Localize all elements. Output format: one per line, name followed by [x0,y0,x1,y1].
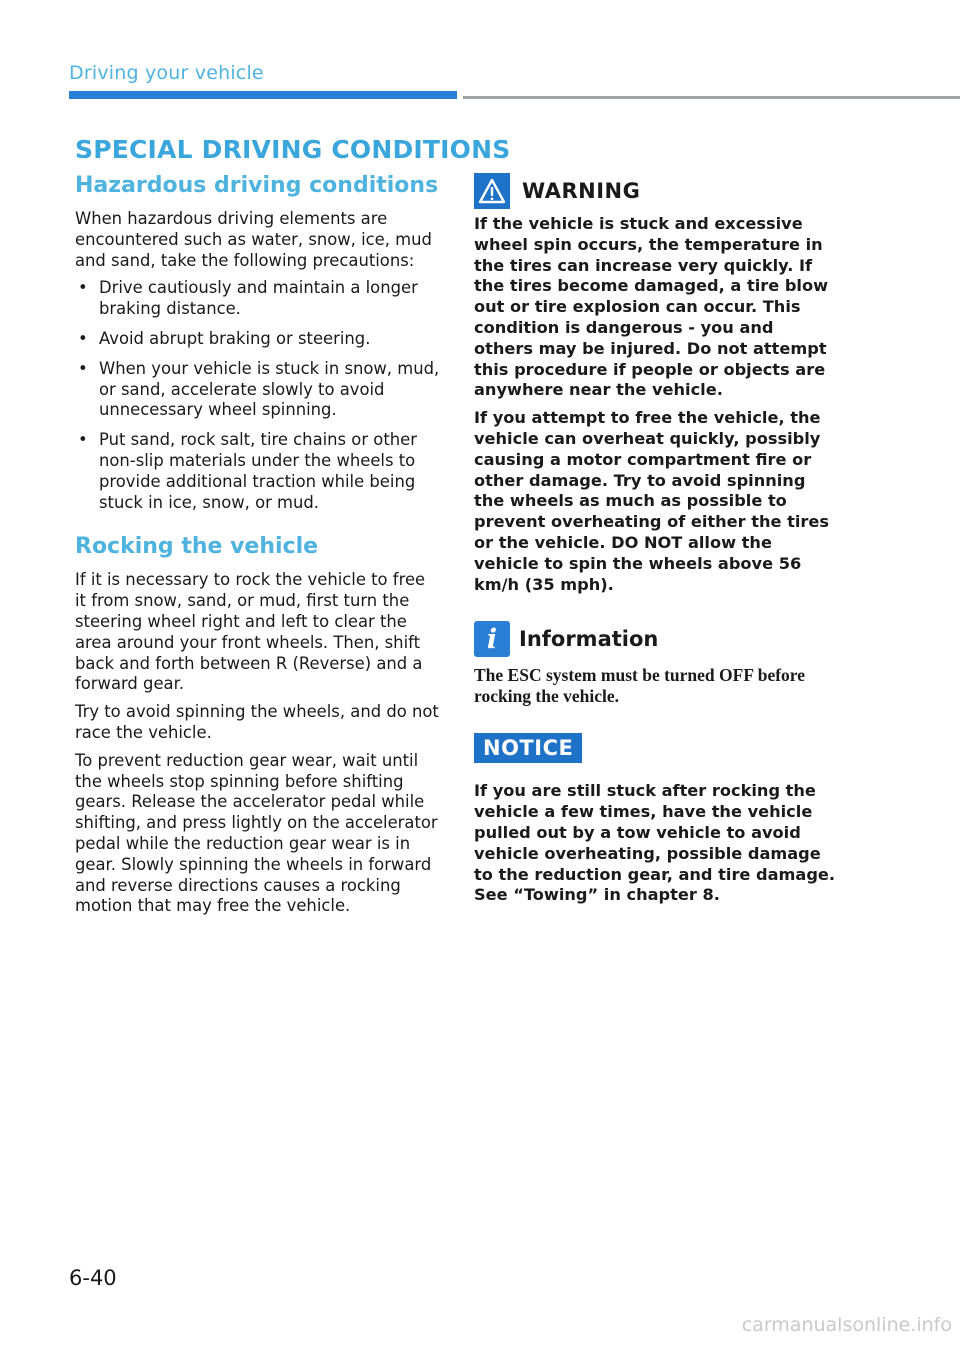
list-item: • Put sand, rock salt, tire chains or other non-slip materials under the wheels to provide additional traction while being stuck in ice, snow, or mud. [78,430,417,512]
header-title: Driving your vehicle [69,62,264,84]
section-title: SPECIAL DRIVING CONDITIONS [75,135,511,164]
header-rule-gray [463,96,960,99]
list-item: • Avoid abrupt braking or steering. [78,328,371,348]
information-text: The ESC system must be turned OFF before rocking the vehicle. [474,665,806,707]
hazardous-bullet-list [75,278,440,513]
information-label: Information [519,627,659,652]
rocking-paragraph: Try to avoid spinning the wheels, and do not race the vehicle. [75,702,439,742]
list-item: • When your vehicle is stuck in snow, mud, or sand, accelerate slowly to avoid unnecessary wheel spinning. [78,358,440,420]
hazardous-heading: Hazardous driving conditions [75,173,439,198]
notice-text: If you are still stuck after rocking the vehicle a few times, have the vehicle pulled out by a tow vehicle to avoid vehicle overheating, possible damage to the reduction gear, and tire damage. See “Towing” in chapter 8. [474,781,836,905]
rocking-paragraph: If it is necessary to rock the vehicle to free it from snow, sand, or mud, first turn the steering wheel right and left to clear the area around your front wheels. Then, shift back and forth between R (Reverse) and a forward gear. [75,570,426,694]
hazardous-intro: When hazardous driving elements are encountered such as water, snow, ice, mud and sand, take the following precautions: [75,209,432,270]
warning-paragraph: If the vehicle is stuck and excessive wheel spin occurs, the temperature in the tires can increase very quickly. If the tires become damaged, a tire blow out or tire explosion can occur. This condition is dangerous - you and others may be injured. Do not attempt this procedure if people or objects are anywhere near the vehicle. [474,214,829,400]
left-column [75,170,440,924]
warning-paragraph: If you attempt to free the vehicle, the vehicle can overheat quickly, possibly causing a motor compartment fire or other damage. Try to avoid spinning the wheels as much as possible to prevent overheating of either the tires or the vehicle. DO NOT allow the vehicle to spin the wheels above 56 km/h (35 mph). [474,408,830,594]
warning-triangle-icon [474,173,510,209]
rocking-paragraph: To prevent reduction gear wear, wait until the wheels stop spinning before shifting gears. Release the accelerator pedal while shifting, and press lightly on the accelerator pedal while the reduction gear wear is in gear. Slowly spinning the wheels in forward and reverse directions causes a rocking motion that may free the vehicle. [75,750,438,916]
list-item: • Drive cautiously and maintain a longer braking distance. [78,278,418,319]
right-column [474,172,836,913]
info-icon: i [474,621,510,657]
page-number: 6-40 [69,1266,117,1290]
notice-badge: NOTICE [474,733,582,763]
warning-header [474,172,836,210]
rocking-heading: Rocking the vehicle [75,534,319,560]
information-header [474,619,836,659]
warning-label: WARNING [522,179,641,203]
watermark: carmanualsonline.info [741,1314,952,1336]
header-rule-blue [69,91,457,99]
